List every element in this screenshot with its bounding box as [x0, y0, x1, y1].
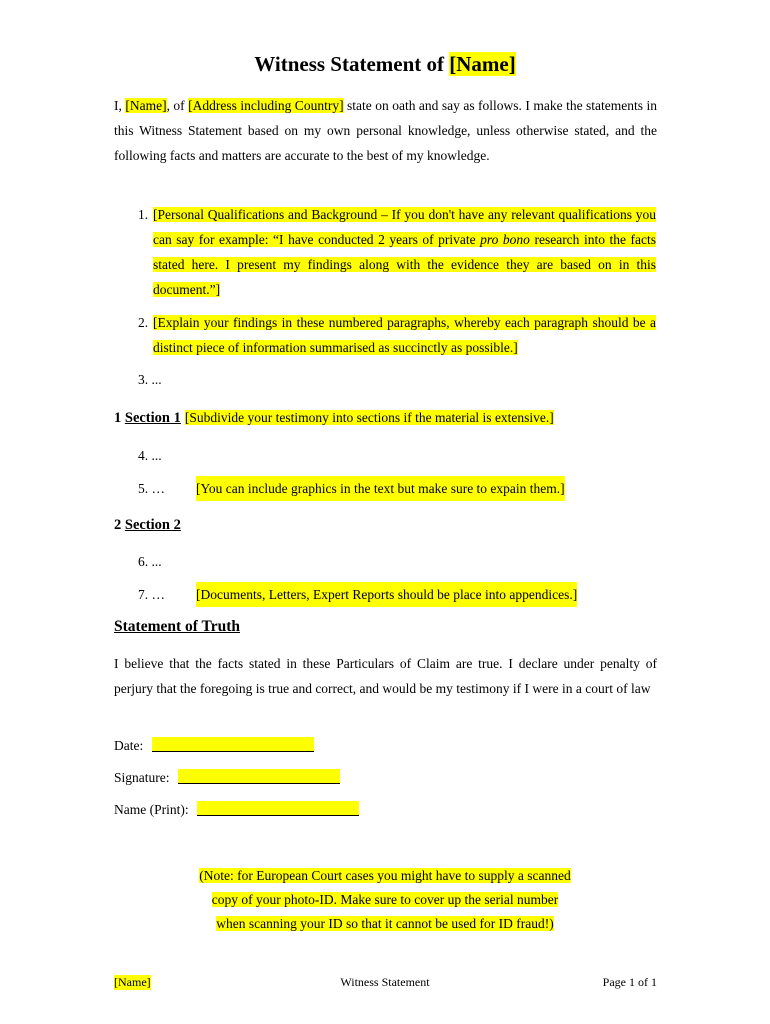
name-print-blank[interactable] — [197, 801, 359, 816]
signature-blank[interactable] — [178, 769, 340, 784]
document-title: Witness Statement of [Name] — [254, 52, 516, 76]
document-page: Witness Statement of [Name] I, [Name], of [Address including Country] state on oath and say as follows. I make the statements in this Witness Statement based on my own personal knowledge, unless otherwise stated, and the following facts and matters are accurate to the best of my knowledge. 1. [Personal Qualifications and Background – If you don't have any relevant qualifications you can say for example: “I have conducted 2 years of private pro bono research into the facts stated here. I present my findings along with the evidence they are based on in this document.”] 2. [Explain your findings in these numbered paragraphs, whereby each paragraph should be a distinct piece of information summarised as succinctly as possible.] 3. ... 1 Section 1 [Subdivide your testimony into sections if the material is extensive.] 4. ... 5. … [You can include graphics in the text but make sure to expain them.] 2 Section 2 6. ... 7. … [Documents, Letters, Expert Reports should be place into appendices.] Statement of Truth I believe that the facts stated in these Particulars of Claim are true. I declare under penalty of perjury that the foregoing is true and correct, and would be my testimony if I were in a court of law Date: Signature: Name (Print): (Note: for European Court cases you might have to supply a scanned copy of your photo-ID. Make sure to cover up the serial number when scanning your ID so that it cannot be used for ID fraud!) [Name] Witness Statement Page 1 of 1 — [0, 0, 770, 1024]
title-name-placeholder: [Name] — [449, 52, 516, 76]
statement-of-truth-heading: Statement of Truth — [114, 618, 240, 635]
list-item: 4. ... — [138, 448, 162, 463]
date-blank[interactable] — [152, 737, 314, 752]
footer-page-number: Page 1 of 1 — [602, 975, 657, 989]
section-1-note: [Subdivide your testimony into sections if the material is extensive.] — [184, 410, 554, 425]
statement-of-truth-text: I believe that the facts stated in these Particulars of Claim are true. I declare under penalty of perjury that the foregoing is true and correct, and would be my testimony if I were in a court of law — [114, 656, 657, 696]
intro-address-placeholder: [Address including Country] — [188, 98, 344, 113]
intro-paragraph: I, [Name], of [Address including Country] state on oath and say as follows. I make the statements in this Witness Statement based on my own personal knowledge, unless otherwise stated, and the following facts and matters are accurate to the best of my knowledge. — [114, 98, 657, 163]
section-1-heading: 1 Section 1 [Subdivide your testimony into sections if the material is extensive.] — [114, 410, 554, 426]
id-note: (Note: for European Court cases you might have to supply a scanned copy of your photo-ID. Make sure to cover up the serial number when scanning your ID so that it cannot be used for ID fraud!) — [199, 868, 571, 931]
footer-title: Witness Statement — [340, 975, 430, 989]
list-item: 3. ... — [138, 372, 162, 387]
intro-name-placeholder: [Name] — [125, 98, 167, 113]
section-2-heading: 2 Section 2 — [114, 517, 181, 533]
date-field: Date: — [114, 737, 314, 754]
footer-name: [Name] — [114, 975, 151, 989]
name-print-field: Name (Print): — [114, 801, 359, 818]
list-item: 6. ... — [138, 554, 162, 569]
signature-field: Signature: — [114, 769, 340, 786]
